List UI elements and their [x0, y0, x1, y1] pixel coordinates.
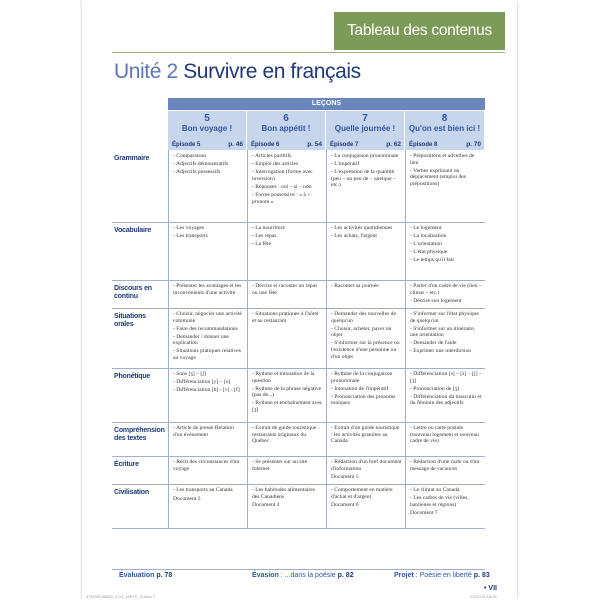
list-item: - Les transports	[173, 233, 244, 240]
table-cell	[326, 456, 405, 484]
list-item: - S'informer sur l'état physique de quelqu'un	[410, 311, 482, 324]
unit-label: Unité 2	[114, 60, 178, 83]
list-item: - Rythme et enchaînement avec [ʒ]	[252, 400, 323, 413]
table-cell	[326, 422, 405, 456]
list-item: - Choisir, acheter, payer un objet	[331, 326, 402, 339]
list-item: - Parler d'un cadre de vie (lieu – climat – etc.)	[410, 283, 482, 296]
list-item: - Rythme de la conjugaison pronominale	[331, 371, 402, 384]
episode-page: p. 46	[228, 141, 243, 148]
document-ref: Document 4	[252, 502, 280, 509]
episode-number: 7	[362, 113, 368, 124]
projet-ref	[394, 572, 490, 579]
episode-label: Épisode 6	[251, 142, 280, 148]
projet-text: : Poésie en liberté	[413, 572, 472, 579]
episode-title: Bon appétit !	[261, 124, 311, 133]
episode-number: 8	[441, 113, 448, 124]
list-item: - Sons [ʒ] – [ʃ]	[173, 371, 244, 378]
list-item: - Décrire son logement	[410, 298, 482, 305]
document-ref: Document 3	[173, 495, 201, 502]
list-item: - Le temps qu'il fait	[410, 257, 482, 264]
table-row	[112, 422, 485, 457]
list-item: - Articles partitifs	[252, 153, 323, 160]
list-item: - Article de presse Relation d'un événement	[173, 425, 244, 438]
row-label: Situations orales	[114, 313, 146, 328]
list-item: - Demander des nouvelles de quelqu'un	[331, 311, 402, 324]
list-item: - Raconter sa journée	[331, 283, 402, 290]
table-cell	[247, 368, 326, 422]
list-item: - Réponses : oui – si – non	[252, 184, 323, 191]
episode-title: Quelle journée !	[334, 124, 396, 133]
table-cell	[326, 308, 405, 368]
list-item: - Les repas	[252, 233, 323, 240]
list-item: - L'orientation	[410, 241, 482, 248]
footer-rule	[112, 569, 485, 570]
list-item: - Faire des recommandations	[173, 326, 244, 333]
list-item: - Rythme et intonation de la question	[252, 371, 323, 384]
table-cell	[168, 422, 247, 456]
table-cell	[326, 484, 405, 528]
list-item: - Le logement	[410, 225, 482, 232]
list-item: - Prononciation des pronoms toniques	[331, 394, 402, 407]
document-ref: Document 7	[410, 510, 438, 517]
header-rule	[112, 52, 505, 53]
list-item: - Interrogation (forme avec inversion)	[252, 169, 323, 182]
list-item: - Présenter les avantages et les inconvénients d'une activité	[173, 283, 244, 296]
list-item: - Situations pratiques à l'hôtel et au restaurant	[252, 311, 323, 324]
episode-number: 5	[204, 113, 210, 124]
list-item: - Extrait de guide touristique : restaurants originaux du Québec	[252, 425, 323, 445]
list-item: - Différenciation [s] – [z] – [ʃ] – [ʒ]	[410, 371, 482, 384]
list-item: - Demander de l'aide	[410, 340, 482, 347]
lecons-header: LEÇONS	[168, 98, 485, 110]
list-item: - L'état physique	[410, 249, 482, 256]
projet-label: Projet	[394, 572, 414, 579]
table-row	[112, 280, 485, 309]
table-cell	[247, 456, 326, 484]
unit-title: Survivre en français	[183, 60, 361, 83]
table-cell	[168, 368, 247, 422]
list-item: - Intonation de l'impératif	[331, 386, 402, 393]
evaluation-page: p. 78	[156, 572, 173, 579]
table-cell	[405, 368, 485, 422]
list-item: - Demander / donner une explication	[173, 334, 244, 347]
page-number: • VII	[484, 585, 497, 592]
table-cell	[168, 150, 247, 222]
table-row	[112, 456, 485, 485]
table-cell	[405, 308, 485, 368]
section-header-band: Tableau des contenus	[334, 12, 505, 50]
episode-header-6	[247, 111, 325, 150]
table-cell	[168, 280, 247, 308]
episode-label: Épisode 7	[330, 142, 359, 148]
row-label: Vocabulaire	[114, 227, 151, 234]
table-cell	[247, 222, 326, 280]
table-row	[112, 484, 485, 529]
episode-label: Épisode 5	[172, 142, 201, 148]
episode-header-7	[326, 111, 404, 150]
row-label: Phonétique	[114, 373, 151, 380]
list-item: - Verbes exprimant un déplacement (emploi des prépositions)	[410, 168, 482, 188]
list-item: - Emploi des articles	[252, 161, 323, 168]
table-cell	[405, 150, 485, 222]
row-label: Discours en continu	[114, 285, 152, 300]
table-cell	[168, 456, 247, 484]
evaluation-label: Évaluation	[119, 572, 155, 579]
list-item: - Forme possessive : « à + pronom »	[252, 192, 323, 205]
table-cell	[405, 422, 485, 456]
list-item: - Les cadres de vie (villes, banlieues et régions)	[410, 495, 482, 508]
page-title	[114, 60, 361, 84]
table-cell	[326, 150, 405, 222]
list-item: - S'informer sur un itinéraire, une orientation	[410, 326, 482, 339]
list-item: - S'informer sur la présence ou l'existence d'une personne ou d'un objet	[331, 340, 402, 360]
evasion-ref	[252, 572, 354, 579]
list-item: - La localisation	[410, 233, 482, 240]
list-item: - Choisir, négocier une activité commune	[173, 311, 244, 324]
print-slug-file: 978209038656_4 U4_UNITE_G.indd 7	[86, 594, 155, 599]
table-cell	[405, 484, 485, 528]
list-item: - Différenciation [b] - [v] - [f]	[173, 387, 244, 394]
list-item: - Rédaction d'une carte ou d'un message de vacances	[410, 459, 482, 472]
print-slug-date: 01/07/14 18:05	[470, 594, 497, 599]
list-item: - Les habitudes alimentaires des Canadiens	[252, 487, 323, 500]
table-row	[112, 308, 485, 369]
table-cell	[405, 280, 485, 308]
row-label: Civilisation	[114, 489, 149, 496]
evasion-page: p. 82	[337, 572, 354, 579]
table-cell	[405, 456, 485, 484]
row-label: Écriture	[114, 461, 139, 468]
projet-page: p. 83	[473, 572, 490, 579]
row-label: Compréhension des textes	[114, 427, 165, 442]
list-item: - Situations pratiques relatives au voyage	[173, 348, 244, 361]
list-item: - La nourriture	[252, 225, 323, 232]
episode-page: p. 70	[466, 141, 481, 148]
table-row	[112, 368, 485, 423]
table-cell	[247, 484, 326, 528]
episode-number: 6	[283, 113, 289, 124]
episode-page: p. 62	[386, 141, 401, 148]
table-cell	[247, 422, 326, 456]
table-cell	[247, 280, 326, 308]
list-item: - Comportement en matière d'achat et d'argent	[331, 487, 402, 500]
document-ref: Document 5	[331, 474, 359, 481]
list-item: - Extrait d'un guide touristique : les activités gratuites au Canada	[331, 425, 402, 445]
evaluation-ref	[119, 572, 172, 579]
list-item: - Prononciation de [ʒ]	[410, 386, 482, 393]
list-item: - Se présenter sur un site Internet	[252, 459, 323, 472]
evasion-label: Évasion	[252, 572, 279, 579]
table-cell	[405, 222, 485, 280]
list-item: - Rédaction d'un bref document d'information	[331, 459, 402, 472]
list-item: - Comparaison	[173, 153, 244, 160]
table-row	[112, 222, 485, 281]
list-item: - Les voyages	[173, 225, 244, 232]
table-cell	[247, 150, 326, 222]
table-cell	[247, 308, 326, 368]
episode-page: p. 54	[307, 141, 322, 148]
table-cell	[168, 222, 247, 280]
episode-header-5	[168, 111, 246, 150]
episode-label: Épisode 8	[409, 142, 438, 148]
table-cell	[326, 280, 405, 308]
table-cell	[168, 484, 247, 528]
document-ref: Document 6	[331, 502, 359, 509]
table-row	[112, 150, 485, 223]
list-item: - La fête	[252, 241, 323, 248]
list-item: - Différenciation du masculin et du féminin des adjectifs	[410, 394, 482, 407]
list-item: - Les activités quotidiennes	[331, 225, 402, 232]
list-item: - Différenciation [y] – [u]	[173, 379, 244, 386]
list-item: - Récit des circonstances d'un voyage	[173, 459, 244, 472]
list-item: - Lettre ou carte postale (nouveau logement et nouveau cadre de vie)	[410, 425, 482, 445]
list-item: - Adjectifs démonstratifs	[173, 161, 244, 168]
list-item: - Les achats, l'argent	[331, 233, 402, 240]
table-cell	[168, 308, 247, 368]
list-item: - Décrire et raconter un repas ou une fête	[252, 283, 323, 296]
document-page	[82, 0, 517, 600]
episode-title: Qu'on est bien ici !	[408, 124, 481, 133]
row-label: Grammaire	[114, 155, 150, 162]
list-item: - Exprimer une interdiction	[410, 348, 482, 355]
episode-title: Bon voyage !	[181, 124, 233, 133]
list-item: - L'impératif	[331, 161, 402, 168]
list-item: - Le climat au Canada	[410, 487, 482, 494]
list-item: - Rythme de la phrase négative (pas de...)	[252, 386, 323, 399]
list-item: - Les transports au Canada	[173, 487, 244, 494]
list-item: - Prépositions et adverbes de lieu	[410, 153, 482, 166]
list-item: - L'expression de la quantité (peu – un peu de – quelque – etc.)	[331, 169, 402, 189]
evasion-text: : ...dans la poésie	[278, 572, 336, 579]
episode-header-8	[405, 111, 484, 150]
table-cell	[326, 368, 405, 422]
list-item: - Adjectifs possessifs	[173, 169, 244, 176]
table-cell	[326, 222, 405, 280]
list-item: - La conjugaison pronominale	[331, 153, 402, 160]
